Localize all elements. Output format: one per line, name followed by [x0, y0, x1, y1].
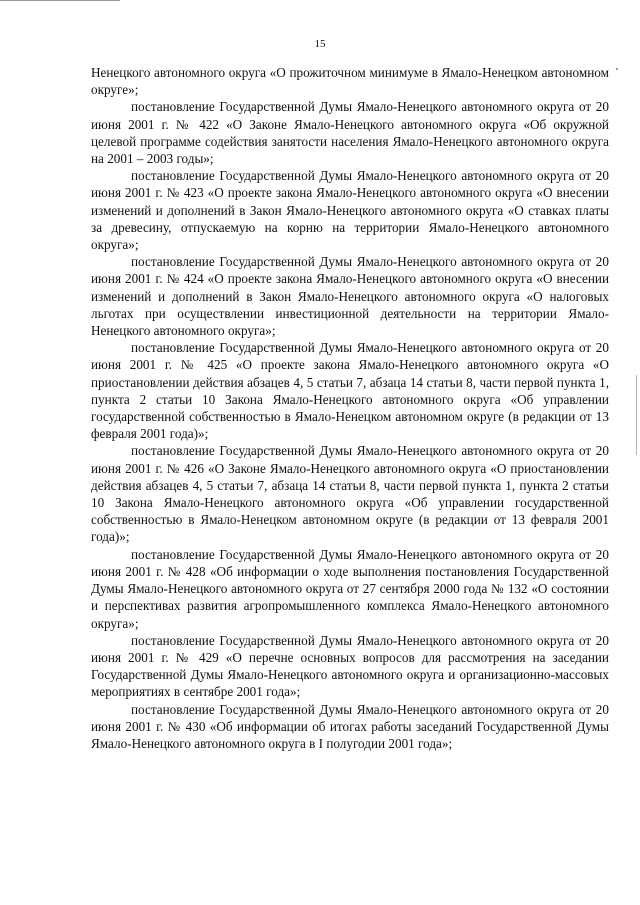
paragraph: постановление Государственной Думы Ямало-Ненецкого автономного округа от 20 июня 2001 г. № 426 «О Законе Ямало-Ненецкого автономного округа «О приостановлении действия абзацев 4, 5 статьи 7, абзаца 14 статьи 8, части первой пункта 1, пункта 2 статьи 10 Закона Ямало-Ненецкого автономного округа «Об управлении государственной собственностью в Ямало-Ненецком автономном округе (в редакции от 13 февраля 2001 года)»;	[91, 443, 609, 545]
document-body	[91, 64, 609, 752]
paragraph: постановление Государственной Думы Ямало-Ненецкого автономного округа от 20 июня 2001 г. № 428 «Об информации о ходе выполнения постановления Государственной Думы Ямало-Ненецкого автономного округа от 27 сентября 2000 года № 132 «О состоянии и перспективах развития агропромышленного комплекса Ямало-Ненецкого автономного округа»;	[91, 546, 609, 631]
paragraph: постановление Государственной Думы Ямало-Ненецкого автономного округа от 20 июня 2001 г. № 429 «О перечне основных вопросов для рассмотрения на заседании Государственной Думы Ямало-Ненецкого автономного округа и организационно-массовых мероприятиях в сентябре 2001 года»;	[91, 632, 609, 700]
paragraph: постановление Государственной Думы Ямало-Ненецкого автономного округа от 20 июня 2001 г. № 425 «О проекте закона Ямало-Ненецкого автономного округа «О приостановлении действия абзацев 4, 5 статьи 7, абзаца 14 статьи 8, части первой пункта 1, пункта 2 статьи 10 Закона Ямало-Ненецкого автономного округа «Об управлении государственной собственностью в Ямало-Ненецком автономном округе (в редакции от 13 февраля 2001 года)»;	[91, 340, 609, 442]
scan-edge-mark	[0, 0, 120, 1]
paragraph: постановление Государственной Думы Ямало-Ненецкого автономного округа от 20 июня 2001 г. № 423 «О проекте закона Ямало-Ненецкого автономного округа «О внесении изменений и дополнений в Закон Ямало-Ненецкого автономного округа «О ставках платы за древесину, отпускаемую на корню на территории Ямало-Ненецкого автономного округа»;	[91, 168, 609, 253]
paragraph: постановление Государственной Думы Ямало-Ненецкого автономного округа от 20 июня 2001 г. № 424 «О проекте закона Ямало-Ненецкого автономного округа «О внесении изменений и дополнений в Закон Ямало-Ненецкого автономного округа «О налоговых льготах при осуществлении инвестиционной деятельности на территории Ямало-Ненецкого автономного округа»;	[91, 254, 609, 339]
paragraph: Ненецкого автономного округа «О прожиточном минимуме в Ямало-Ненецком автономном округе»;	[91, 65, 609, 98]
scan-speck	[616, 68, 618, 70]
paragraph: постановление Государственной Думы Ямало-Ненецкого автономного округа от 20 июня 2001 г. № 430 «Об информации об итогах работы заседаний Государственной Думы Ямало-Ненецкого автономного округа в I полугодии 2001 года»;	[91, 701, 609, 751]
paragraph: постановление Государственной Думы Ямало-Ненецкого автономного округа от 20 июня 2001 г. № 422 «О Законе Ямало-Ненецкого автономного округа «Об окружной целевой программе содействия занятости населения Ямало-Ненецкого автономного округа на 2001 – 2003 годы»;	[91, 99, 609, 167]
scan-edge-mark	[636, 375, 637, 455]
page-number: 15	[314, 38, 326, 50]
